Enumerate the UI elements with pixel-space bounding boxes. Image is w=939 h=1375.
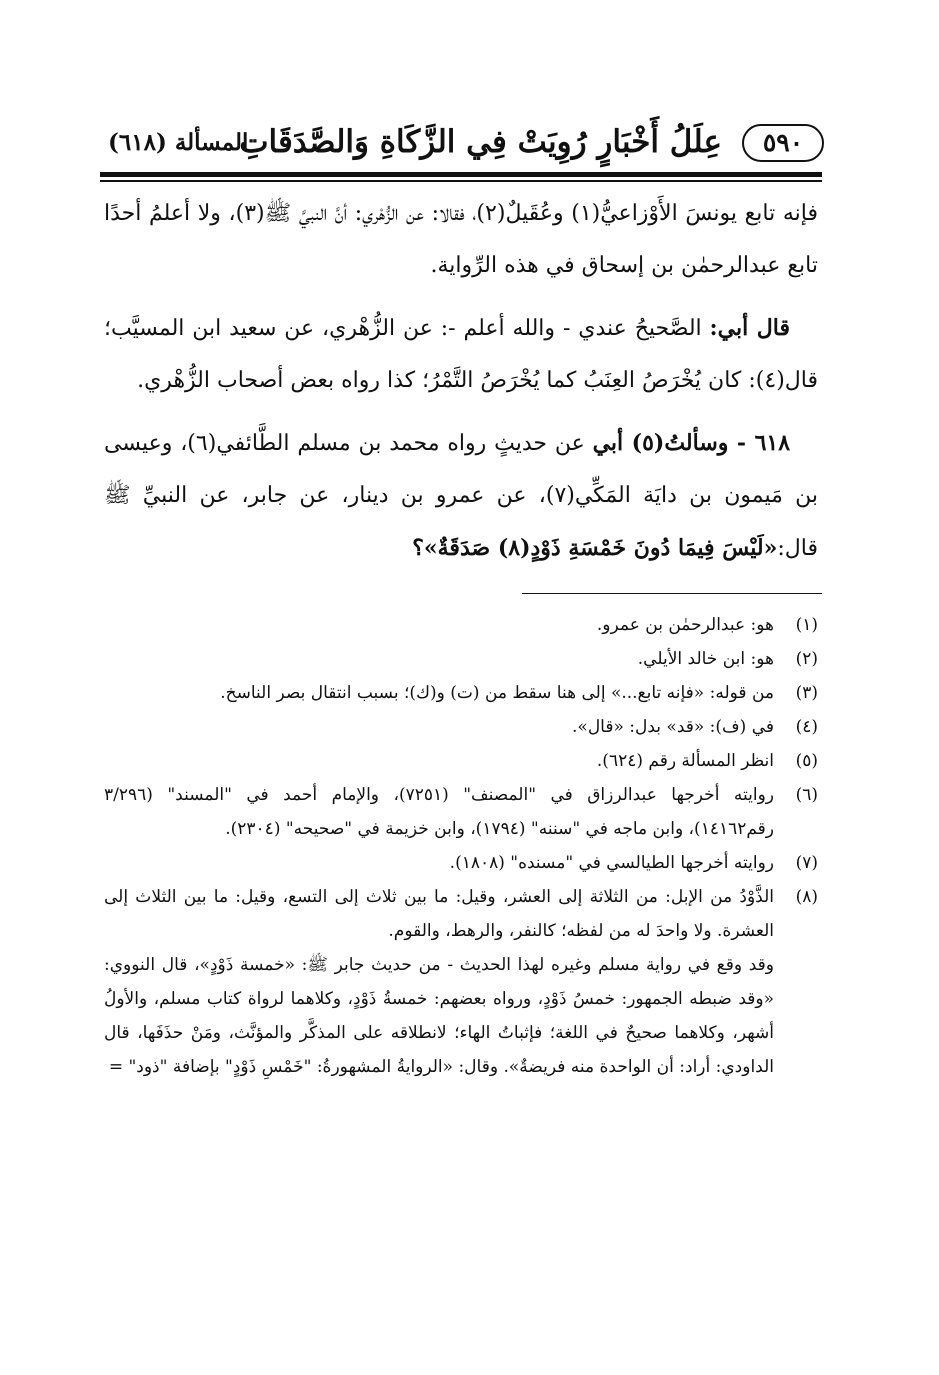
footnote-mark: (٢) — [795, 649, 818, 669]
footnote — [104, 846, 818, 880]
running-header — [100, 118, 822, 170]
book-page — [100, 118, 822, 1358]
footnote-text: في (ف): «قد» بدل: «قال». — [572, 717, 774, 737]
footnote-text: روايته أخرجها عبدالرزاق في "المصنف" (٧٢٥١)، والإمام أحمد في "المسند" (٣/٢٩٦ رقم١٤١٦٢)، وابن ماجه في "سننه" (١٧٩٤)، وابن خزيمة في "صحيحه" (٢٣٠٤). — [104, 785, 774, 839]
footnote — [104, 710, 818, 744]
footnote-separator — [522, 593, 822, 595]
footnote — [104, 880, 818, 948]
footnote-text: هو: عبدالرحمٰن بن عمرو. — [596, 615, 774, 635]
paragraph-2-text: الصَّحيحُ عندي - والله أعلم -: عن الزُّهْري، عن سعيد ابن المسيَّب؛ قال(٤): كان يُخْرَصُ العِنَبُ كما يُخْرَصُ التَّمْرُ؛ كذا رواه بعض أصحاب الزُّهْري. — [104, 315, 818, 393]
paragraph-2-lead: قال أبي: — [709, 314, 791, 341]
question-number: ٦١٨ - وسألتُ(٥) أبي — [592, 429, 791, 456]
footnote-mark: (٦) — [795, 785, 818, 805]
page-number: ٥٩٠ — [742, 124, 824, 162]
header-rule-thin — [100, 180, 822, 182]
footnote-text: الذَّوْدُ من الإبل: من الثلاثة إلى العشر، وقيل: ما بين ثلاث إلى التسع، وقيل: ما بين الثلاث إلى العشرة. ولا واحدَ له من لفظه؛ كالنفر، والرهط، والقوم. — [104, 887, 774, 941]
footnote-mark: (٤) — [795, 717, 818, 737]
issue-label: المسألة (٦١٨) — [108, 129, 249, 156]
footnote — [104, 608, 818, 642]
paragraph-3-text: عن حديثٍ رواه محمد بن مسلم الطَّائفي(٦)، وعيسى بن مَيمون بن دايَة المَكِّي(٧)، عن عمرو بن دينار، عن جابر، عن النبيِّ ﷺ قال: — [104, 430, 818, 561]
footnote — [104, 676, 818, 710]
footnote-mark: (٨) — [795, 887, 818, 907]
footnote-text: روايته أخرجها الطيالسي في "مسنده" (١٨٠٨). — [449, 853, 774, 873]
footnote-text: انظر المسألة رقم (٦٢٤). — [596, 751, 774, 771]
footnote-mark: (٥) — [795, 751, 818, 771]
footnote — [104, 642, 818, 676]
footnote-mark: (٧) — [795, 853, 818, 873]
hadith-quote: «لَيْسَ فِيمَا دُونَ خَمْسَةِ ذَوْدٍ(٨) صَدَقَةٌ»؟ — [412, 534, 778, 561]
footnote-mark: (١) — [795, 615, 818, 635]
header-rule-thick — [100, 172, 822, 177]
paragraph-1: فإنه تابع يونسَ الأَوْزاعيُّ(١) وعُقَيلٌ(٢)، فقالا: عن الزُّهْري: أنَّ النبيَّ ﷺ(٣)، ولا أعلمُ أحدًا تابع عبدالرحمٰن بن إسحاق في هذه الرِّواية. — [104, 200, 818, 278]
footnotes — [100, 608, 822, 1084]
paragraph-3 — [104, 417, 818, 575]
footnote-text: هو: ابن خالد الأيلي. — [637, 649, 774, 669]
footnote-mark: (٣) — [795, 683, 818, 703]
footnote-text: من قوله: «فإنه تابع...» إلى هنا سقط من (ت) و(ك)؛ بسبب انتقال بصر الناسخ. — [220, 683, 774, 703]
footnote — [104, 778, 818, 846]
book-title: عِلَلُ أَخْبَارٍ رُوِيَتْ فِي الزَّكَاةِ وَالصَّدَقَاتِ — [239, 124, 722, 160]
footnote — [104, 744, 818, 778]
footnote-8-continued: وقد وقع في رواية مسلم وغيره لهذا الحديث - من حديث جابر ﷺ: «خمسة ذَوْدٍ»، قال النووي: «وقد ضبطه الجمهور: خمسُ ذَوْدٍ، ورواه بعضهم: خمسةُ ذَوْدٍ، وكلاهما لرواة كتاب مسلم، والأولُ أشهر، وكلاهما صحيحٌ في اللغة؛ فإثباتُ الهاء؛ لانطلاقه على المذكَّر والمؤنَّث، ومَنْ حذَفَها، قال الداودي: أراد: أن الواحدة منه فريضةٌ». وقال: «الروايةُ المشهورةُ: "خَمْسِ ذَوْدٍ" بإضافة "ذود" = — [104, 955, 774, 1077]
paragraph-2 — [104, 302, 818, 407]
main-text — [100, 188, 822, 575]
